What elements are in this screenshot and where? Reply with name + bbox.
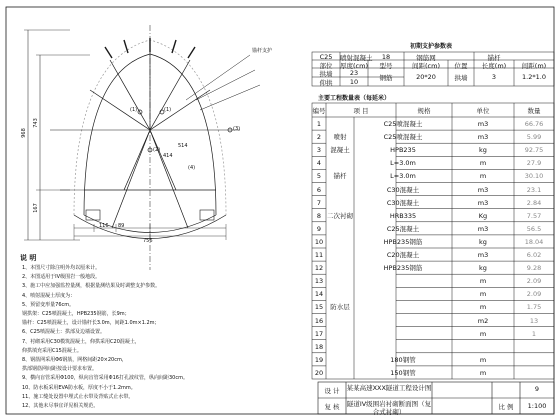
table2-cell: L=3.0m (390, 159, 416, 168)
table2-cell: C30混凝土 (386, 198, 420, 207)
table2-cell: C25喷混凝土 (383, 133, 423, 142)
table2-cell: 7.57 (526, 211, 542, 220)
radial-line (150, 130, 176, 190)
table2-cell: 2.84 (526, 198, 542, 207)
t1-h-thick: 厚度(cm) (340, 62, 368, 70)
table2-cell: 11 (314, 251, 324, 259)
table2-cell: 锚杆 (333, 172, 347, 181)
table2-cell: HPB235钢筋 (383, 264, 423, 273)
table2-cell: m3 (477, 251, 489, 259)
table2-cell: 6 (316, 185, 322, 194)
table2-cell: 92.75 (524, 146, 544, 155)
dim-756: 756 (143, 238, 153, 244)
table2-cell: kg (479, 146, 487, 155)
table2-cell: 23.1 (526, 185, 542, 194)
table2-cell: C20混凝土 (386, 251, 420, 259)
tb-project: 某某高速XXX隧道工程设计图 (346, 384, 432, 392)
table2-cell: 9.28 (526, 264, 542, 273)
tb-scale-label: 比 例 (498, 403, 514, 411)
note-line: 5、预留变形量76cm。 (22, 301, 75, 308)
radial-line (124, 130, 150, 190)
table1-title: 初期支护参数表 (410, 43, 453, 50)
marker-1: (1) (164, 107, 172, 113)
table2-header: 单位 (476, 107, 490, 115)
note-line: 拱部钢筋网间距按设计要求布置。 (22, 366, 98, 373)
table2-cell: 19 (314, 355, 324, 364)
table2-cell: 8 (316, 211, 322, 220)
note-line: 钢拱架：C25喷混凝土，HPB235钢筋，长9m； (22, 311, 130, 317)
marker-1b: (1) (130, 107, 138, 113)
radial-line (110, 60, 150, 130)
note-line: 12、其他未尽事宜详见相关规范。 (22, 403, 99, 409)
t1-18: 18 (381, 53, 391, 61)
t1-mesh: 钢筋网 (416, 54, 436, 62)
table2-cell: 150钢管 (390, 368, 416, 377)
table2-cell: 防水层 (330, 303, 350, 312)
t1-h-gap: 间距(m) (521, 62, 547, 70)
table2-cell: m3 (477, 224, 489, 233)
tb-check-label: 复 核 (324, 403, 340, 411)
table2-header: 规格 (417, 107, 431, 115)
t1-merged-steel: 钢筋 (379, 74, 393, 82)
callout-label: 锚杆支护 (252, 48, 273, 54)
t1-h-part: 部位 (319, 62, 333, 70)
table2-cell: 9 (316, 224, 322, 233)
table2-cell: m2 (477, 316, 489, 325)
table2-cell: 18 (314, 342, 324, 351)
table2-cell: 20 (314, 368, 324, 377)
table2-cell: 180钢管 (390, 355, 416, 364)
note-line: 9、横向盲管采用Φ100，纵向盲管采用Φ16打孔波纹管，纵向间距30cm。 (22, 375, 188, 382)
table2-cell: 喷射 (333, 133, 347, 142)
dim-414: 414 (163, 153, 173, 159)
t1-r2-part: 仰拱 (319, 79, 333, 87)
table2-cell: 5 (316, 172, 322, 181)
table2-header: 编号 (312, 107, 326, 115)
table2-cell: 17 (314, 329, 324, 338)
t1-r1-part: 拱墙 (319, 70, 333, 78)
dim-968: 968 (20, 128, 27, 138)
table2-cell: 27.9 (526, 159, 542, 168)
table2-cell: 6.02 (526, 251, 542, 259)
notes-title: 说 明 (20, 254, 37, 262)
tb-scale: 1:100 (527, 402, 547, 410)
table2-cell: 1.75 (526, 303, 542, 312)
table2-header: 项 目 (353, 107, 369, 115)
t1-merged-gap: 1.2*1.0 (522, 73, 546, 81)
table2-cell: m (479, 277, 487, 286)
note-line: 2、本图适用于IV级围岩一般地段。 (22, 274, 101, 281)
table2-cell: 5.99 (526, 133, 542, 142)
table2-cell: m (479, 172, 487, 181)
dim-743: 743 (32, 118, 39, 128)
t1-bolt: 锚杆 (487, 54, 501, 62)
tb-design-label: 设 计 (324, 387, 340, 395)
table2-cell: 16 (314, 316, 324, 325)
table2-cell: 4 (316, 159, 322, 168)
table2-cell: 2 (316, 133, 322, 142)
table2-cell: kg (479, 237, 487, 246)
table2-cell: 15 (314, 303, 324, 312)
table2-header: 数量 (527, 107, 541, 115)
table2-cell: L=3.0m (390, 172, 416, 181)
table2-cell: m3 (477, 133, 489, 142)
marker-4: (4) (188, 165, 196, 171)
table2-cell: C30混凝土 (386, 185, 420, 194)
note-line: 锚杆：C25喷混凝土，设计锚杆长3.0m，间距1.0m×1.2m； (22, 320, 160, 327)
note-line: 8、钢筋网采用Φ6钢筋，网格间距20×20cm， (22, 357, 127, 363)
table2-cell: m3 (477, 185, 489, 194)
t1-h-pos: 位置 (454, 62, 468, 70)
table2-title: 主要工程数量表（每延米） (318, 95, 391, 102)
table2-cell: HPB235钢筋 (383, 237, 423, 246)
table2-cell: 56.5 (526, 224, 542, 233)
table2-cell: 12 (314, 264, 324, 273)
dim-167: 167 (32, 203, 39, 213)
table2-cell: m3 (477, 120, 489, 128)
table2-cell: HPB235 (390, 146, 416, 155)
table2-cell: 7 (316, 198, 322, 207)
table2-cell: Kg (478, 211, 488, 220)
tunnel-cross-section (24, 25, 260, 270)
table2-cell: 混凝土 (330, 146, 350, 155)
table2-cell: 30.10 (524, 172, 544, 181)
marker-3: (3) (233, 126, 241, 132)
t1-r1-thick: 23 (349, 69, 359, 77)
table2-cell: m (479, 368, 487, 377)
table2-cell: m3 (477, 198, 489, 207)
dim-89: 89 (118, 223, 125, 229)
t1-r2-thick: 10 (349, 78, 359, 86)
note-line: 6、C25喷混凝土：拱部及边墙设置。 (22, 329, 106, 336)
table2-cell: m (479, 329, 487, 338)
table2-cell: m (479, 159, 487, 168)
table2-cell: 10 (314, 237, 324, 246)
radial-line (150, 60, 190, 130)
table2-cell: m (479, 303, 487, 312)
table2-cell: 2.09 (526, 277, 542, 286)
table2-cell: m (479, 355, 487, 364)
table2-cell: kg (479, 264, 487, 273)
tb-sheet-no: 9 (534, 385, 540, 393)
note-line: 7、衬砌采用C30模筑混凝土，仰拱采用C20混凝土， (22, 338, 140, 345)
table2-cell: 3 (316, 146, 322, 155)
tb-drawing-name: 隧道IV级围岩衬砌断面图（复合式衬砌） (346, 400, 432, 416)
note-line: 仰拱填充采用C15混凝土。 (22, 347, 82, 354)
t1-h-type: 型号 (379, 62, 393, 70)
t1-c25: C25 (319, 53, 333, 61)
table2-cell: C25混凝土 (386, 224, 420, 233)
t1-h-spacing: 间距(cm) (412, 62, 440, 70)
table2-cell: HRB335 (389, 211, 417, 220)
dim-116: 116 (99, 223, 109, 229)
note-line: 10、防水板采用EVA防水板，厚度不小于1.2mm。 (22, 384, 136, 391)
table2-cell: m (479, 290, 487, 299)
dim-514: 514 (178, 143, 188, 149)
t1-merged-grid: 20*20 (416, 73, 436, 81)
t1-merged-len: 3 (491, 73, 497, 81)
note-line: 3、施工中应加强监控量测，根据量测结果及时调整支护参数。 (22, 283, 161, 290)
table2-cell: 二次衬砌 (327, 211, 353, 220)
radial-line (150, 90, 210, 130)
table2-cell: C25喷混凝土 (383, 120, 423, 128)
t1-merged-pos: 拱墙 (454, 74, 468, 82)
t1-h-len: 长度(m) (481, 62, 507, 70)
table2-cell: 18.04 (524, 237, 544, 246)
t1-shotcrete: 喷射混凝土 (340, 54, 373, 62)
note-line: 4、喷射混凝土厚度为： (22, 292, 76, 299)
note-line: 1、本图尺寸除注明外均以厘米计。 (22, 265, 101, 271)
table2-cell: 13 (314, 277, 324, 286)
table2-cell: 1 (531, 329, 537, 338)
table2-cell: 2.09 (526, 290, 542, 299)
radial-line (112, 130, 150, 228)
table2-cell: 66.76 (524, 120, 544, 128)
note-line: 11、施工缝处设置中埋式止水带及背贴式止水带。 (22, 393, 134, 400)
table2-cell: 14 (314, 290, 324, 299)
table2-cell: 1 (316, 120, 322, 128)
table2-cell: 13 (529, 316, 539, 325)
marker-2: (2) (153, 147, 161, 153)
